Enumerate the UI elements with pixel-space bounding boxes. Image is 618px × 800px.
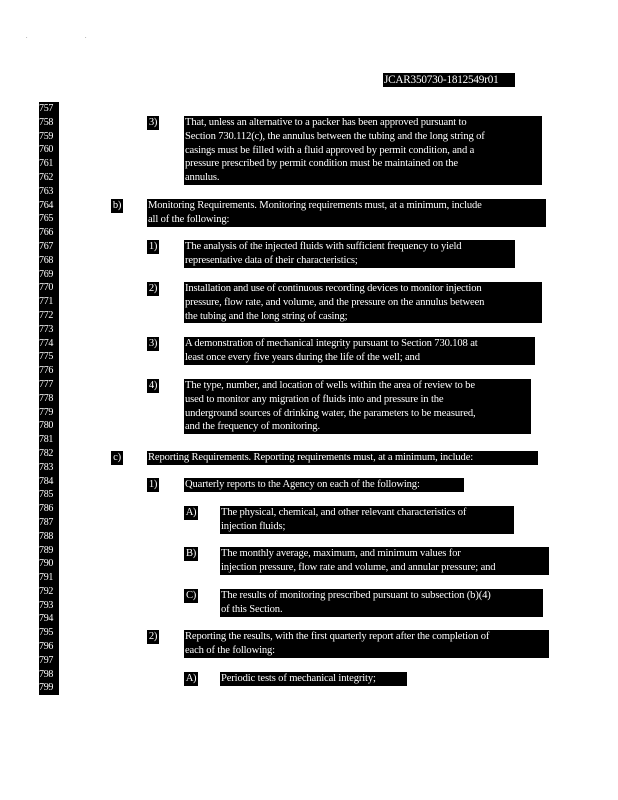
line-number: 778 xyxy=(39,392,54,404)
item-label: 2) xyxy=(148,631,158,642)
line-number-column xyxy=(39,102,59,695)
text-line: That, unless an alternative to a packer has been approved pursuant to xyxy=(185,117,467,128)
text-line: Section 730.112(c), the annulus between the tubing and the long string of xyxy=(185,130,485,142)
paragraph-c2a xyxy=(220,672,407,686)
line-number: 763 xyxy=(39,185,54,197)
line-number: 785 xyxy=(39,489,54,501)
text-line: A demonstration of mechanical integrity pursuant to Section 730.108 at xyxy=(185,338,478,349)
paragraph-c1c xyxy=(220,589,543,617)
line-number: 759 xyxy=(39,130,54,142)
text-line: Monitoring Requirements. Monitoring requirements must, at a minimum, include xyxy=(148,200,482,211)
line-number: 788 xyxy=(39,530,54,542)
item-label: 3) xyxy=(148,338,158,349)
line-number: 799 xyxy=(39,682,54,694)
line-number: 765 xyxy=(39,213,54,225)
line-number: 767 xyxy=(39,240,54,252)
item-label: C) xyxy=(186,590,196,601)
scan-marks: . . xyxy=(26,34,115,40)
line-number: 784 xyxy=(39,475,54,487)
paragraph-c1a xyxy=(220,506,514,534)
text-line: The results of monitoring prescribed pursuant to subsection (b)(4) xyxy=(221,590,491,601)
text-line: injection fluids; xyxy=(221,520,286,532)
line-number: 768 xyxy=(39,254,54,266)
paragraph-c1b xyxy=(220,547,549,575)
line-number: 781 xyxy=(39,434,54,446)
text-line: the tubing and the long string of casing; xyxy=(185,310,348,322)
item-label: 4) xyxy=(148,380,158,391)
text-line: Quarterly reports to the Agency on each of the following: xyxy=(185,479,420,490)
line-number: 789 xyxy=(39,544,54,556)
text-line: The analysis of the injected fluids with sufficient frequency to yield xyxy=(185,241,462,252)
line-number: 779 xyxy=(39,406,54,418)
line-number: 790 xyxy=(39,558,54,570)
text-line: pressure, flow rate, and volume, and the pressure on the annulus between xyxy=(185,296,485,308)
text-line: Periodic tests of mechanical integrity; xyxy=(221,673,376,684)
text-line: The physical, chemical, and other relevant characteristics of xyxy=(221,507,467,518)
text-line: injection pressure, flow rate and volume, and annular pressure; and xyxy=(221,561,496,573)
line-number: 796 xyxy=(39,641,54,653)
line-number: 771 xyxy=(39,296,54,308)
line-number: 760 xyxy=(39,144,54,156)
text-line: and the frequency of monitoring. xyxy=(185,421,320,433)
text-line: least once every five years during the life of the well; and xyxy=(185,351,420,363)
text-line: all of the following: xyxy=(148,213,230,225)
line-number: 773 xyxy=(39,323,54,335)
line-number: 764 xyxy=(39,199,54,211)
line-number: 770 xyxy=(39,282,54,294)
line-number: 783 xyxy=(39,461,54,473)
paragraph-b4 xyxy=(184,379,531,434)
section-label: b) xyxy=(112,200,122,211)
line-number: 795 xyxy=(39,627,54,639)
line-number: 775 xyxy=(39,351,54,363)
item-label: A) xyxy=(185,673,197,684)
line-number: 786 xyxy=(39,503,54,515)
text-line: casings must be filled with a fluid approved by permit condition, and a xyxy=(185,144,475,156)
text-line: Reporting the results, with the first quarterly report after the completion of xyxy=(185,631,490,642)
text-line: Installation and use of continuous recording devices to monitor injection xyxy=(185,283,482,294)
line-number: 794 xyxy=(39,613,54,625)
text-line: underground sources of drinking water, the parameters to be measured, xyxy=(185,407,476,419)
line-number: 798 xyxy=(39,668,54,680)
paragraph-b1 xyxy=(184,240,515,268)
line-number: 792 xyxy=(39,585,54,597)
line-number: 782 xyxy=(39,447,54,459)
item-label: 1) xyxy=(148,479,158,490)
paragraph-c1 xyxy=(184,478,464,492)
line-number: 762 xyxy=(39,171,54,183)
paragraph-c-reporting xyxy=(147,451,538,465)
paragraph-b3 xyxy=(184,337,535,365)
item-label: 3) xyxy=(148,117,158,128)
paragraph-3-annulus xyxy=(184,116,542,185)
item-label: 1) xyxy=(148,241,158,252)
item-label: B) xyxy=(186,548,196,559)
text-line: representative data of their characteristics; xyxy=(185,254,358,266)
text-line: used to monitor any migration of fluids into and pressure in the xyxy=(185,393,444,405)
text-line: The type, number, and location of wells within the area of review to be xyxy=(185,380,475,391)
line-number: 780 xyxy=(39,420,54,432)
line-number: 791 xyxy=(39,572,54,584)
document-id-header: JCAR350730-1812549r01 xyxy=(383,73,515,87)
line-number: 787 xyxy=(39,516,54,528)
line-number: 772 xyxy=(39,309,54,321)
line-number: 793 xyxy=(39,599,54,611)
text-line: of this Section. xyxy=(221,603,283,615)
line-number: 761 xyxy=(39,158,54,170)
line-number: 776 xyxy=(39,365,54,377)
paragraph-b2 xyxy=(184,282,542,323)
line-number: 769 xyxy=(39,268,54,280)
line-number: 758 xyxy=(39,116,54,128)
line-number: 777 xyxy=(39,378,54,390)
text-line: The monthly average, maximum, and minimum values for xyxy=(221,548,461,559)
paragraph-b-monitoring xyxy=(147,199,546,227)
text-line: pressure prescribed by permit condition must be maintained on the xyxy=(185,158,458,170)
item-label: 2) xyxy=(148,283,158,294)
section-label: c) xyxy=(111,451,123,465)
text-line: each of the following: xyxy=(185,644,275,656)
text-line: Reporting Requirements. Reporting requirements must, at a minimum, include: xyxy=(148,452,474,463)
line-number: 797 xyxy=(39,654,54,666)
paragraph-c2 xyxy=(184,630,549,658)
line-number: 774 xyxy=(39,337,54,349)
text-line: annulus. xyxy=(185,172,220,184)
line-number: 757 xyxy=(39,103,54,114)
line-number: 766 xyxy=(39,227,54,239)
item-label: A) xyxy=(185,507,197,518)
